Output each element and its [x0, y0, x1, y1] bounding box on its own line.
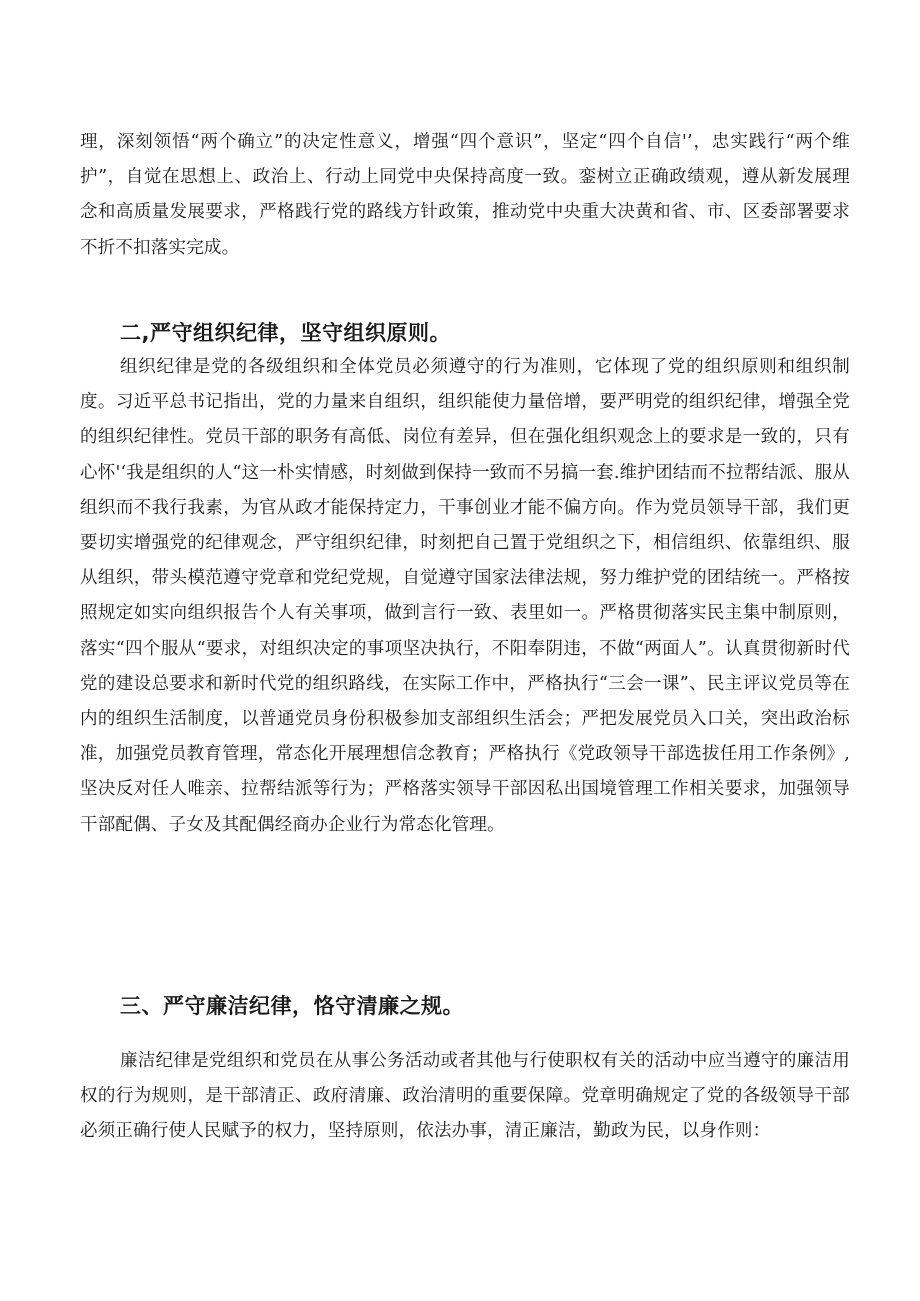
section-2-heading: 二,严守组织纪律，坚守组织原则。 [120, 321, 451, 345]
section-3-paragraph: 廉洁纪律是党组织和党员在从事公务活动或者其他与行使职权有关的活动中应当遵守的廉洁用权的行为规则，是干部清正、政府清廉、政治清明的重要保障。党章明确规定了党的各级领导干部必须正确行使人民赋予的权力，坚持原则，依法办事，清正廉洁，勤政为民，以身作则： [80, 1051, 850, 1142]
section-3-heading: 三、严守廉洁纪律，恪守清廉之规。 [120, 994, 464, 1018]
section-2-paragraph: 组织纪律是党的各级组织和全体党员必须遵守的行为准则，它体现了党的组织原则和组织制度。习近平总书记指出，党的力量来自组织，组织能使力量倍增，要严明党的组织纪律，增强全党的组织纪律性。党员干部的职务有高低、岗位有差异，但在强化组织观念上的要求是一致的，只有心怀'‘我是组织的人“这一朴实情感，时刻做到保持一致而不另搞一套.维护团结而不拉帮结派、服从组织而不我行我素，为官从政才能保持定力，干事创业才能不偏方向。作为党员领导干部，我们更要切实增强党的纪律观念，严守组织纪律，时刻把自己置于党组织之下，相信组织、依靠组织、服从组织，带头模范遵守党章和党纪党规，自觉遵守国家法律法规，努力维护党的团结统一。严格按照规定如实向组织报告个人有关事项，做到言行一致、表里如一。严格贯彻落实民主集中制原则，落实“四个服从“要求，对组织决定的事项坚决执行，不阳奉阴违，不做“两面人”。认真贯彻新时代党的建设总要求和新时代党的组织路线，在实际工作中，严格执行“三会一课”、民主评议党员等在内的组织生活制度，以普通党员身份积极参加支部组织生活会；严把发展党员入口关，突出政治标准，加强党员教育管理，常态化开展理想信念教育；严格执行《党政领导干部选拔任用工作条例》,坚决反对任人唯亲、拉帮结派等行为；严格落实领导干部因私出国境管理工作相关要求，加强领导干部配偶、子女及其配偶经商办企业行为常态化管理。 [80, 357, 850, 835]
paragraph-continued: 理，深刻领悟“两个确立”的决定性意义，增强“四个意识”，坚定“四个自信'’，忠实践行“两个维护”，自觉在思想上、政治上、行动上同党中央保持高度一致。銮树立正确政绩观，遵从新发展理念和高质量发展要求，严格践行党的路线方针政策，推动党中央重大决黄和省、市、区委部署要求不折不扣落实完成。 [80, 132, 850, 258]
